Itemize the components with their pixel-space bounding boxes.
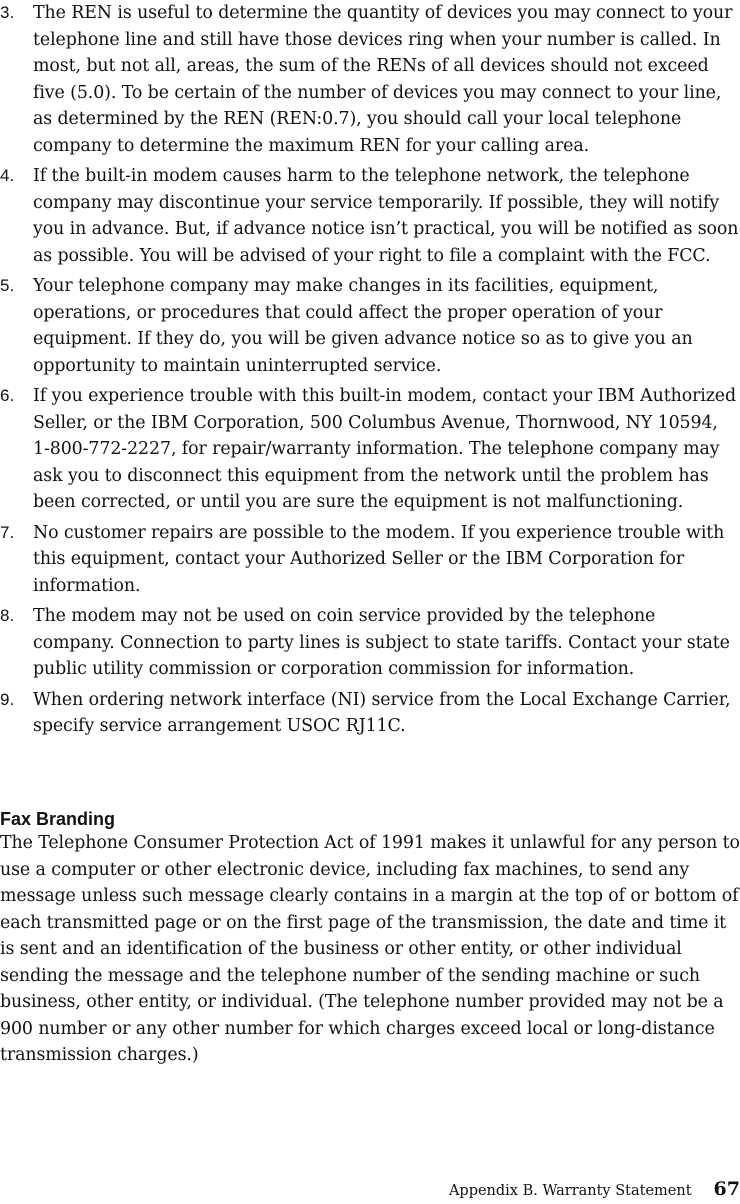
- list-item-number: 5.: [0, 276, 15, 295]
- list-item: [0, 0, 740, 159]
- list-item-number: 6.: [0, 386, 15, 405]
- list-item: [0, 520, 740, 600]
- list-item: [0, 603, 740, 683]
- page-number: 67: [713, 1178, 740, 1200]
- list-item-number: 8.: [0, 606, 15, 625]
- page-footer: [449, 1178, 740, 1204]
- section-heading-fax-branding: Fax Branding: [0, 809, 116, 829]
- list-item-number: 9.: [0, 689, 15, 709]
- list-item-text: If the built-in modem causes harm to the telephone network, the telephone company may discontinue your service temporarily. If possible, they will notify you in advance. But, if advance notice isn’t practical, you will be notified as soon as possible. You will be advised of your right to file a complaint with the FCC.: [33, 166, 739, 266]
- list-item-number: 3.: [0, 3, 15, 22]
- list-item-text: The modem may not be used on coin service provided by the telephone company. Connection to party lines is subject to state tariffs. Contact your state public utility commission or corporation commission for information.: [33, 606, 730, 679]
- list-item-text: If you experience trouble with this built-in modem, contact your IBM Authorized Seller, or the IBM Corporation, 500 Columbus Avenue, Thornwood, NY 10594, 1-800-772-2227, for repair/warranty information. The telephone company may ask you to disconnect this equipment from the network until the problem has been corrected, or until you are sure the equipment is not malfunctioning.: [33, 386, 737, 512]
- list-item-text: Your telephone company may make changes in its facilities, equipment, operations, or procedures that could affect the proper operation of your equipment. If they do, you will be given advance notice so as to give you an opportunity to maintain uninterrupted service.: [33, 276, 693, 376]
- list-item: [0, 163, 740, 269]
- list-item-number: 7.: [0, 522, 15, 542]
- list-item: [0, 273, 740, 379]
- list-item-text: When ordering network interface (NI) service from the Local Exchange Carrier, specify service arrangement USOC RJ11C.: [33, 689, 731, 736]
- list-item: [0, 687, 740, 740]
- footer-section-title: Appendix B. Warranty Statement: [448, 1183, 692, 1199]
- list-item-text: The REN is useful to determine the quantity of devices you may connect to your telephone line and still have those devices ring when your number is called. In most, but not all, areas, the sum of the RENs of all devices should not exceed five (5.0). To be certain of the number of devices you may connect to your line, as determined by the REN (REN:0.7), you should call your local telephone company to determine the maximum REN for your calling area.: [33, 3, 733, 156]
- list-item-text: No customer repairs are possible to the modem. If you experience trouble with this equipment, contact your Authorized Seller or the IBM Corporation for information.: [33, 522, 725, 596]
- list-item: [0, 383, 740, 516]
- list-item-number: 4.: [0, 166, 15, 185]
- fax-branding-paragraph: The Telephone Consumer Protection Act of 1991 makes it unlawful for any person to use a computer or other electronic device, including fax machines, to send any message unless such message clearly contains in a margin at the top of or bottom of each transmitted page or on the first page of the transmission, the date and time it is sent and an identification of the business or other entity, or other individual sending the message and the telephone number of the sending machine or such business, other entity, or individual. (The telephone number provided may not be a 900 number or any other number for which charges exceed local or long-distance transmission charges.): [0, 833, 740, 1065]
